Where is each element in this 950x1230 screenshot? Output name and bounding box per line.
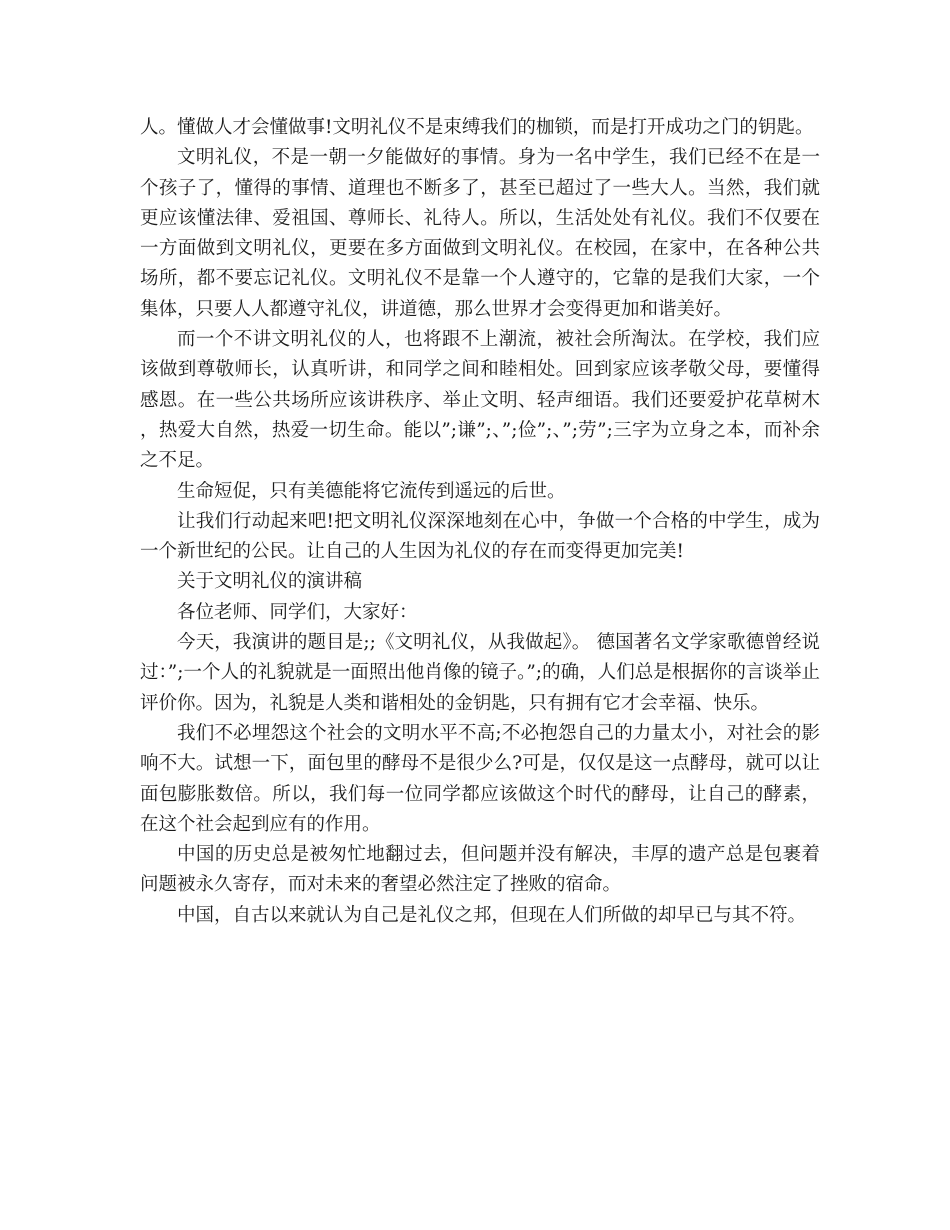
paragraph-2: 文明礼仪，不是一朝一夕能做好的事情。身为一名中学生，我们已经不在是一个孩子了，懂得的事情、道理也不断多了，甚至已超过了一些大人。当然，我们就更应该懂法律、爱祖国、尊师长、礼待人。所以，生活处处有礼仪。我们不仅要在一方面做到文明礼仪，更要在多方面做到文明礼仪。在校园，在家中，在各种公共场所，都不要忘记礼仪。文明礼仪不是靠一个人遵守的，它靠的是我们大家，一个集体，只要人人都遵守礼仪，讲道德，那么世界才会变得更加和谐美好。: [140, 147, 820, 320]
paragraph-9: 我们不必埋怨这个社会的文明水平不高;不必抱怨自己的力量太小，对社会的影响不大。试想一下，面包里的酵母不是很少么?可是，仅仅是这一点酵母，就可以让面包膨胀数倍。所以，我们每一位同学都应该做这个时代的酵母，让自己的酵素，在这个社会起到应有的作用。: [140, 722, 820, 835]
paragraph-11: 中国，自古以来就认为自己是礼仪之邦，但现在人们所做的却早已与其不符。: [177, 904, 807, 926]
paragraph-3: 而一个不讲文明礼仪的人，也将跟不上潮流，被社会所淘汰。在学校，我们应该做到尊敬师长，认真听讲，和同学之间和睦相处。回到家应该孝敬父母，要懂得感恩。在一些公共场所应该讲秩序、举止文明、轻声细语。我们还要爱护花草树木，热爱大自然，热爱一切生命。能以”;谦”;、”;俭”;、”;劳”;三字为立身之本，而补余之不足。: [140, 329, 820, 472]
paragraph-5: 让我们行动起来吧!把文明礼仪深深地刻在心中，争做一个合格的中学生，成为一个新世纪的公民。让自己的人生因为礼仪的存在而变得更加完美!: [140, 510, 820, 563]
paragraph-8: 今天，我演讲的题目是;;《文明礼仪，从我做起》。 德国著名文学家歌德曾经说过：”;一个人的礼貌就是一面照出他肖像的镜子。”;的确，人们总是根据你的言谈举止评价你。因为，礼貌是人类和谐相处的金钥匙，只有拥有它才会幸福、快乐。: [140, 632, 820, 714]
speech-title: 关于文明礼仪的演讲稿: [177, 571, 363, 593]
paragraph-10: 中国的历史总是被匆忙地翻过去，但问题并没有解决，丰厚的遗产总是包裹着问题被永久寄存，而对未来的奢望必然注定了挫败的宿命。: [140, 844, 820, 896]
speech-greeting: 各位老师、同学们，大家好：: [177, 601, 418, 623]
paragraph-4: 生命短促，只有美德能将它流传到遥远的后世。: [177, 480, 566, 502]
paragraph-1: 人。懂做人才会懂做事!文明礼仪不是束缚我们的枷锁，而是打开成功之门的钥匙。: [140, 117, 814, 138]
